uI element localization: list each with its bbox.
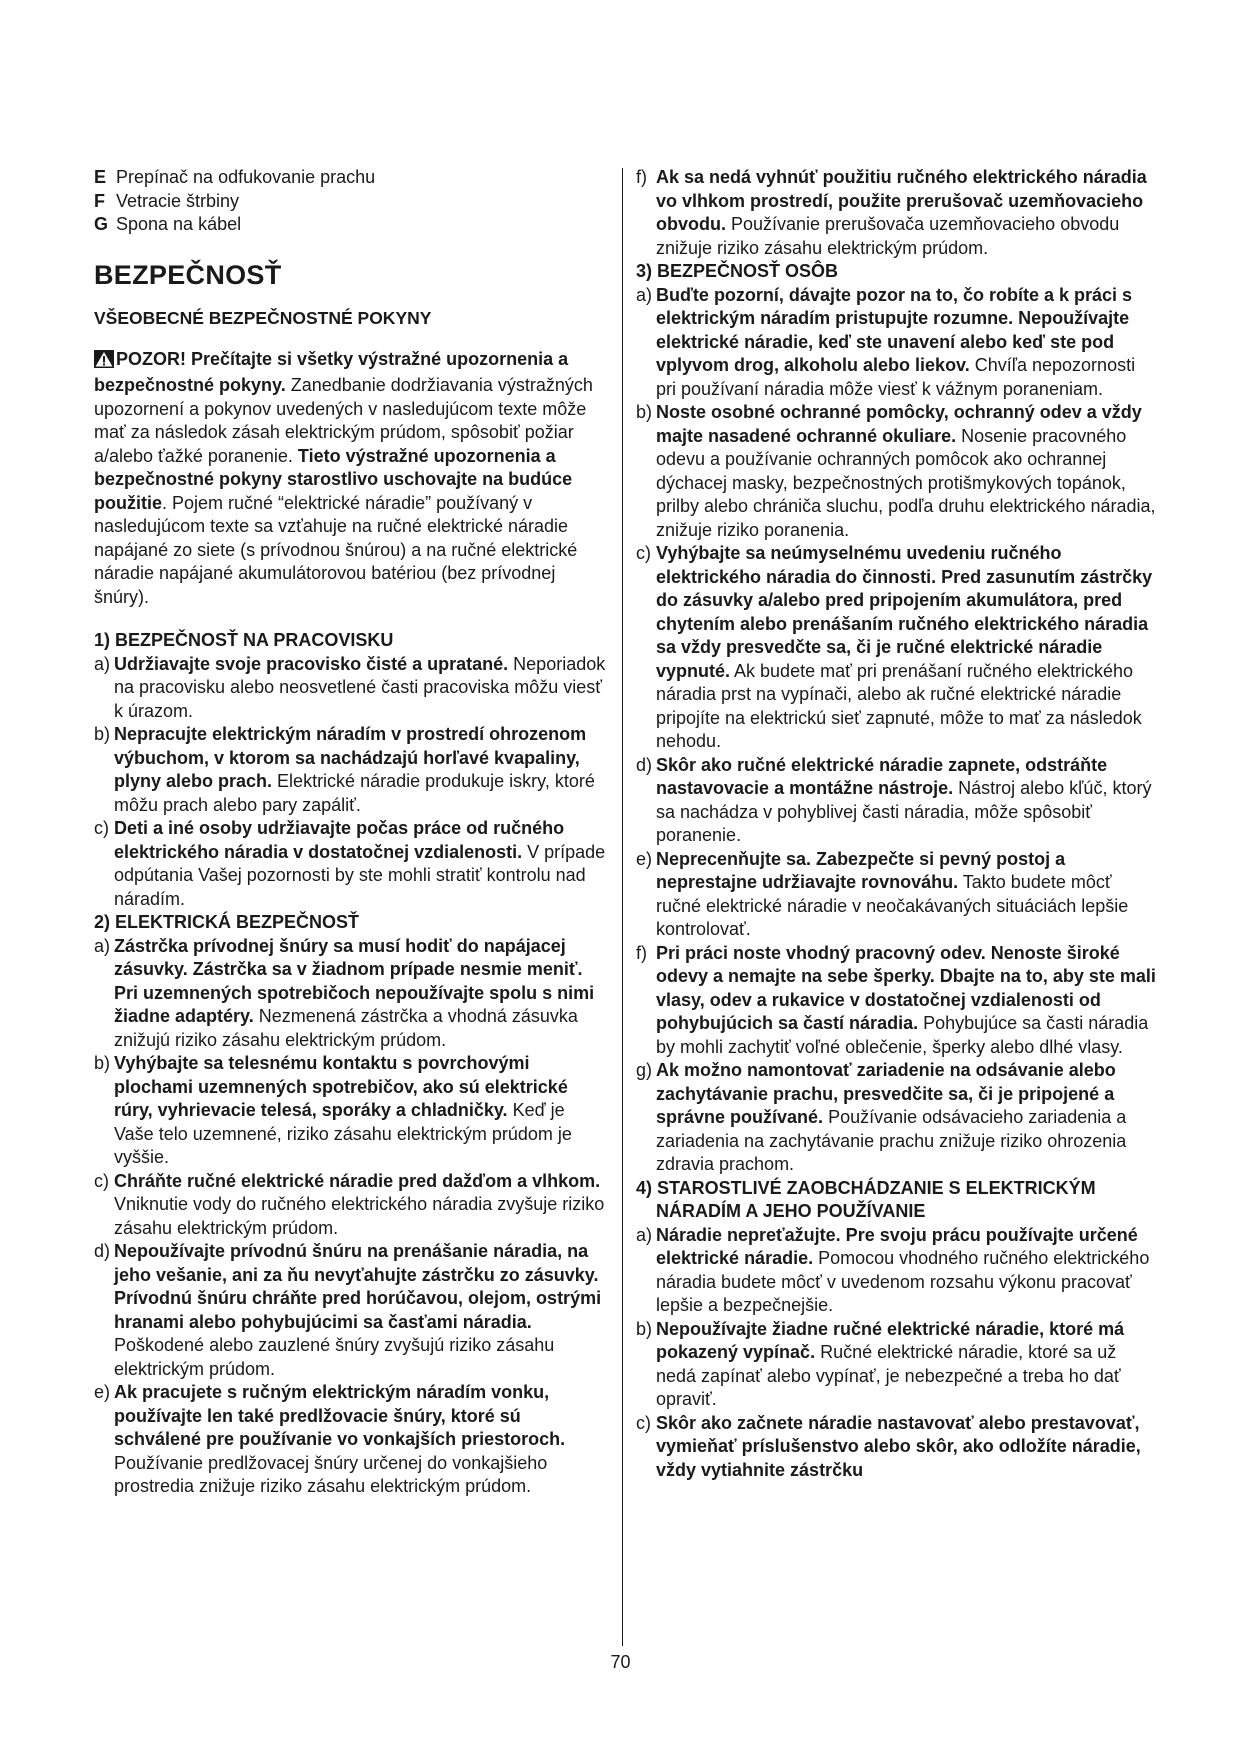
- list-item: b) Noste osobné ochranné pomôcky, ochranný odev a vždy majte nasadené ochranné okuliare. Nosenie pracovného odevu a používanie ochranných pomôcok ako ochrannej dýchacej masky, bezpečnostných protišmykových topánok, prilby alebo chrániča sluchu, podľa druhu elektrického náradia, znižuje riziko poranenia.: [636, 402, 1156, 540]
- section-subtitle: VŠEOBECNÉ BEZPEČNOSTNÉ POKYNY: [94, 307, 432, 328]
- heading-tool-use: 4) STAROSTLIVÉ ZAOBCHÁDZANIE S ELEKTRICKÝM NÁRADÍM A JEHO POUŽÍVANIE: [636, 1177, 1096, 1221]
- warning-icon: [94, 350, 114, 375]
- list-item: e) Ak pracujete s ručným elektrickým náradím vonku, používajte len také predlžovacie šnúry, ktoré sú schválené pre používanie vo vonkajších priestoroch. Používanie predlžovacej šnúry určenej do vonkajšieho prostredia znižuje riziko zásahu elektrickým prúdom.: [94, 1382, 566, 1496]
- list-item: f) Ak sa nedá vyhnúť použitiu ručného elektrického náradia vo vlhkom prostredí, použite prerušovač uzemňovacieho obvodu. Používanie prerušovača uzemňovacieho obvodu znižuje riziko zásahu elektrickým prúdom.: [636, 167, 1147, 258]
- list-item: b) Nepoužívajte žiadne ručné elektrické náradie, ktoré má pokazený vypínač. Ručné elektrické náradie, ktoré sa už nedá zapínať alebo vypínať, je nebezpečné a treba ho dať opraviť.: [636, 1318, 1125, 1409]
- heading-electrical-safety: 2) ELEKTRICKÁ BEZPEČNOSŤ: [94, 912, 360, 932]
- list-item: a) Buďte pozorní, dávajte pozor na to, čo robíte a k práci s elektrickým náradím pristupujte rozumne. Nepoužívajte elektrické náradie, keď ste unavení alebo keď ste pod vplyvom drog, alkoholu alebo liekov. Chvíľa nepozornosti pri používaní náradia môže viesť k vážnym poraneniam.: [636, 284, 1136, 399]
- list-item: a) Náradie nepreťažujte. Pre svoju prácu používajte určené elektrické náradie. Pomocou vhodného ručného elektrického náradia budete môcť v uvedenom rozsahu výkonu pracovať lepšie a bezpečnejšie.: [636, 1224, 1150, 1315]
- list-item: e) Neprecenňujte sa. Zabezpečte si pevný postoj a neprestajne udržiavajte rovnováhu. Takto budete môcť ručné elektrické náradie v neočakávaných situáciách lepšie kontrolovať.: [636, 848, 1129, 939]
- list-item: b) Vyhýbajte sa telesnému kontaktu s povrchovými plochami uzemnených spotrebičov, ako sú elektrické rúry, vyhrievacie telesá, sporáky a chladničky. Keď je Vaše telo uzemnené, riziko zásahu elektrickým prúdom je vyššie.: [94, 1053, 572, 1167]
- list-item: g) Ak možno namontovať zariadenie na odsávanie alebo zachytávanie prachu, presvedčite sa, či je pripojené a správne používané. Používanie odsávacieho zariadenia a zariadenia na zachytávanie prachu znižuje riziko ohrozenia zdravia prachom.: [636, 1060, 1127, 1174]
- heading-work-area: 1) BEZPEČNOSŤ NA PRACOVISKU: [94, 630, 394, 650]
- list-item: d) Nepoužívajte prívodnú šnúru na prenášanie náradia, na jeho vešanie, ani za ňu nevyťahujte zástrčku zo zásuvky. Prívodnú šnúru chráňte pred horúčavou, olejom, ostrými hranami alebo pohybujúcimi sa časťami náradia. Poškodené alebo zauzlené šnúry zvyšujú riziko zásahu elektrickým prúdom.: [94, 1241, 602, 1379]
- section-title: BEZPEČNOSŤ: [94, 259, 282, 290]
- column-divider: [622, 168, 623, 1646]
- page-number: 70: [610, 1652, 631, 1672]
- list-item: a) Zástrčka prívodnej šnúry sa musí hodiť do napájacej zásuvky. Zástrčka sa v žiadnom prípade nesmie meniť. Pri uzemnených spotrebičoch nepoužívajte spolu s nimi žiadne adaptéry. Nezmenená zástrčka a vhodná zásuvka znižujú riziko zásahu elektrickým prúdom.: [94, 935, 595, 1050]
- legend-item: F Vetracie štrbiny: [94, 190, 240, 211]
- list-item: c) Skôr ako začnete náradie nastavovať alebo prestavovať, vymieňať príslušenstvo alebo skôr, ako odložíte náradie, vždy vytiahnite zástrčku: [636, 1412, 1141, 1480]
- list-item: a) Udržiavajte svoje pracovisko čisté a upratané. Neporiadok na pracovisku alebo neosvetlené časti pracoviska môžu viesť k úrazom.: [94, 653, 606, 721]
- list-item: c) Deti a iné osoby udržiavajte počas práce od ručného elektrického náradia v dostatočnej vzdialenosti. V prípade odpútania Vašej pozornosti by ste mohli stratiť kontrolu nad náradím.: [94, 818, 606, 909]
- list-item: f) Pri práci noste vhodný pracovný odev. Nenoste široké odevy a nemajte na sebe šperky. Dbajte na to, aby ste mali vlasy, odev a rukavice v dostatočnej vzdialenosti od pohybujúcich sa častí náradia. Pohybujúce sa časti náradia by mohli zachytiť voľné oblečenie, šperky alebo dlhé vlasy.: [636, 942, 1156, 1057]
- right-column: [636, 166, 1158, 1482]
- list-item: b) Nepracujte elektrickým náradím v prostredí ohrozenom výbuchom, v ktorom sa nachádzajú horľavé kvapaliny, plyny alebo prach. Elektrické náradie produkuje iskry, ktoré môžu prach alebo pary zapáliť.: [94, 724, 595, 815]
- list-item: c) Chráňte ručné elektrické náradie pred dažďom a vlhkom. Vniknutie vody do ručného elektrického náradia zvyšuje riziko zásahu elektrickým prúdom.: [94, 1170, 605, 1238]
- general-warning: POZOR! Prečítajte si všetky výstražné upozornenia a bezpečnostné pokyny. Zanedbanie dodržiavania výstražných upozornení a pokynov uvedených v nasledujúcom texte môže mať za následok zásah elektrickým prúdom, spôsobiť požiar a/alebo ťažké poranenie. Tieto výstražné upozornenia a bezpečnostné pokyny starostlivo uschovajte na budúce použitie. Pojem ručné “elektrické náradie” používaný v nasledujúcom texte sa vzťahuje na ručné elektrické náradie napájané zo siete (s prívodnou šnúrou) a na ručné elektrické náradie napájané akumulátorovou batériou (bez prívodnej šnúry).: [94, 348, 593, 607]
- heading-personal-safety: 3) BEZPEČNOSŤ OSÔB: [636, 261, 839, 281]
- left-column: [94, 166, 608, 1499]
- parts-legend: [94, 166, 608, 237]
- list-item: d) Skôr ako ručné elektrické náradie zapnete, odstráňte nastavovacie a montážne nástroje. Nástroj alebo kľúč, ktorý sa nachádza v pohyblivej časti náradia, môže spôsobiť poranenie.: [636, 754, 1152, 845]
- legend-item: E Prepínač na odfukovanie prachu: [94, 167, 376, 187]
- list-item: c) Vyhýbajte sa neúmyselnému uvedeniu ručného elektrického náradia do činnosti. Pred zasunutím zástrčky do zásuvky a/alebo pred pripojením akumulátora, pred chytením alebo prenášaním ručného elektrického náradia sa vždy presvedčte sa, či je ručné elektrické náradie vypnuté. Ak budete mať pri prenášaní ručného elektrického náradia prst na vypínači, alebo ak ručné elektrické náradie pripojíte na elektrickú sieť zapnuté, môže to mať za následok nehodu.: [636, 543, 1153, 751]
- legend-item: G Spona na kábel: [94, 214, 242, 234]
